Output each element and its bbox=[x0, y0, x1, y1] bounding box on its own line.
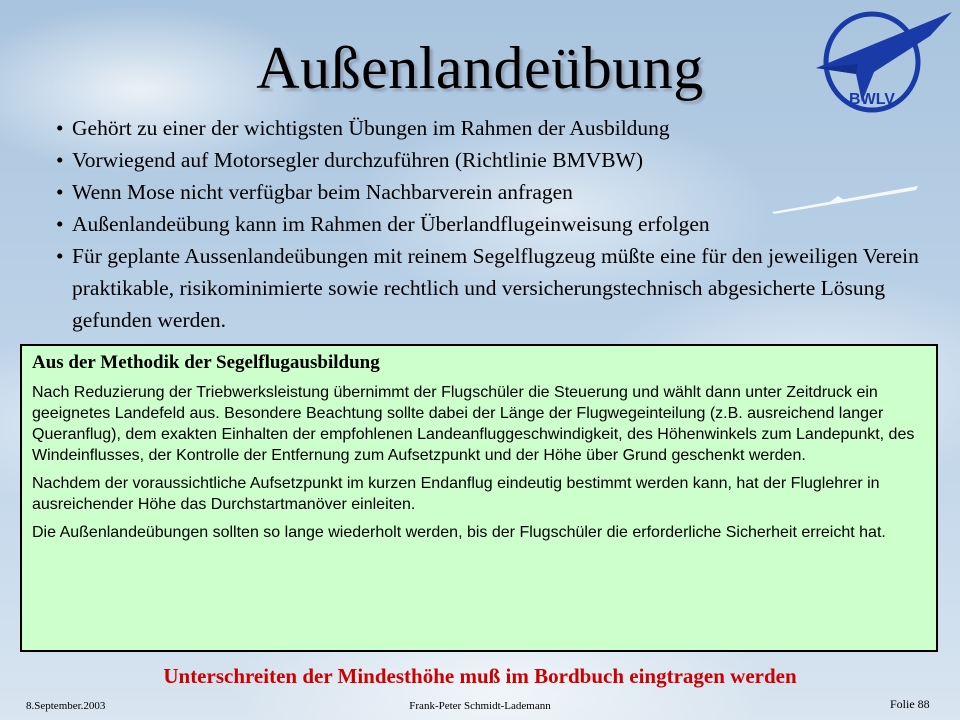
bullet-item bbox=[52, 144, 932, 176]
slide-title: Außenlandeübung bbox=[256, 35, 704, 101]
bullet-text: Wenn Mose nicht verfügbar beim Nachbarverein anfragen bbox=[72, 180, 573, 204]
methodology-paragraph: Die Außenlandeübungen sollten so lange wiederholt werden, bis der Flugschüler die erforderliche Sicherheit erreicht hat. bbox=[32, 524, 886, 541]
methodology-heading: Aus der Methodik der Segelflugausbildung bbox=[32, 352, 380, 373]
warning-text: Unterschreiten der Mindesthöhe muß im Bordbuch eingtragen werden bbox=[163, 664, 797, 688]
slide-number bbox=[890, 697, 930, 712]
bullet-item bbox=[52, 112, 932, 144]
methodology-paragraph: Nachdem der voraussichtliche Aufsetzpunkt im kurzen Endanflug eindeutig bestimmt werden kann, hat der Fluglehrer in ausreichender Höhe das Durchstartmanöver einleiten. bbox=[32, 475, 880, 513]
logo-text: BWLV bbox=[849, 91, 895, 108]
bullet-item bbox=[52, 208, 932, 240]
bullet-text: Außenlandeübung kann im Rahmen der Überlandflugeinweisung erfolgen bbox=[72, 212, 710, 236]
bwlv-logo-icon bbox=[812, 6, 956, 116]
bullet-dot: • bbox=[56, 116, 64, 140]
slide-number-label: Folie bbox=[890, 697, 915, 711]
footer-author: Frank-Peter Schmidt-Lademann bbox=[409, 700, 551, 712]
bullet-dot: • bbox=[56, 148, 64, 172]
bullet-item bbox=[52, 176, 932, 208]
slide-number-value: 88 bbox=[917, 697, 930, 711]
bullet-text: Vorwiegend auf Motorsegler durchzuführen (Richtlinie BMVBW) bbox=[72, 148, 643, 172]
bullet-text: Gehört zu einer der wichtigsten Übungen im Rahmen der Ausbildung bbox=[72, 116, 670, 140]
methodology-paragraph: Nach Reduzierung der Triebwerksleistung übernimmt der Flugschüler die Steuerung und wählt dann unter Zeitdruck ein geeignetes Landefeld aus. Besondere Beachtung sollte dabei der Länge der Flugwegeinteilung (z.B. ausreichend langer Queranflug), dem exakten Einhalten der empfohlenen Landeanfluggeschwindigkeit, des Höhenwinkels zum Landepunkt, des Windeinflusses, der Kontrolle der Entfernung zum Aufsetzpunkt und der Höhe über Grund geschenkt werden. bbox=[32, 384, 915, 464]
bullet-text: Für geplante Aussenlandeübungen mit reinem Segelflugzeug müßte eine für den jeweiligen Verein praktikable, risikominimierte sowie rechtlich und versicherungstechnisch abgesicherte Lösung gefunden werden. bbox=[72, 244, 919, 332]
bullet-dot: • bbox=[56, 212, 64, 236]
methodology-box bbox=[20, 344, 938, 652]
bullet-dot: • bbox=[56, 180, 64, 204]
bullet-dot: • bbox=[56, 244, 64, 268]
footer-date: 8.September.2003 bbox=[26, 700, 106, 712]
bullet-item bbox=[52, 240, 932, 336]
bullet-list bbox=[52, 112, 932, 336]
